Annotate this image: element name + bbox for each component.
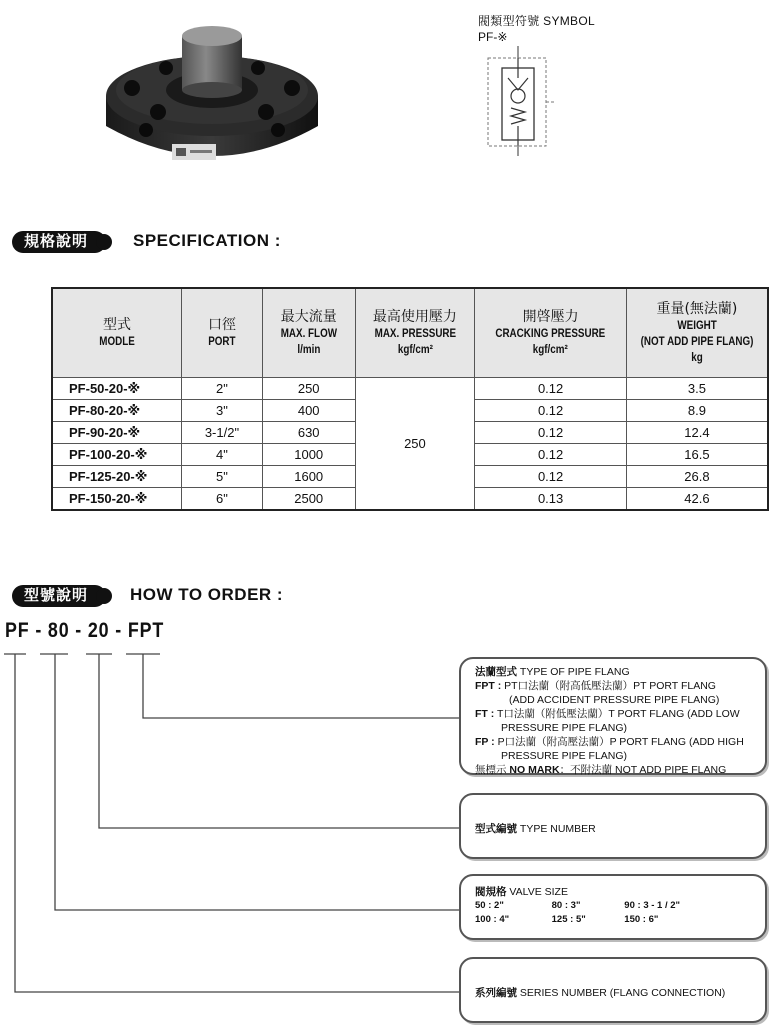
table-row: PF-100-20-※ 4" 1000 0.12 16.5 <box>52 444 768 466</box>
order-code-connectors <box>0 640 470 1000</box>
table-header-row <box>52 288 768 378</box>
header-max-flow: 最大流量 MAX. FLOW l/min <box>262 288 355 378</box>
max-pressure-cell: 250 <box>355 378 475 511</box>
pipe-flange-type-box: 法蘭型式 TYPE OF PIPE FLANG FPT : PT口法蘭（附高低壓法蘭）PT PORT FLANG (ADD ACCIDENT PRESSURE PIPE FLANG) FT : T口法蘭（附低壓法蘭）T PORT FLANG (ADD LOW PRESSURE PIPE FLANG) FP : P口法蘭（附高壓法蘭）P PORT FLANG (ADD HIGH PRESSURE PIPE FLANG) 無標示 NO MARK：不附法蘭 NOT ADD PIPE FLANG <box>459 657 767 775</box>
symbol-title: 閥類型符號 SYMBOL <box>478 14 595 28</box>
table-row: PF-80-20-※ 3" 400 0.12 8.9 <box>52 400 768 422</box>
series-number-box: 系列編號 SERIES NUMBER (FLANG CONNECTION) <box>459 957 767 1023</box>
header-max-pressure: 最高使用壓力 MAX. PRESSURE kgf/cm² <box>355 288 475 378</box>
specification-title: SPECIFICATION : <box>133 231 281 250</box>
how-to-order-title: HOW TO ORDER : <box>130 585 284 604</box>
product-photo <box>96 8 328 196</box>
type-number-box: 型式編號 TYPE NUMBER <box>459 793 767 859</box>
specification-badge: 規格說明 <box>12 231 106 253</box>
table-row: PF-50-20-※ 2" 250 250 0.12 3.5 <box>52 378 768 400</box>
check-valve-symbol-icon <box>470 46 570 156</box>
table-row: PF-90-20-※ 3-1/2" 630 0.12 12.4 <box>52 422 768 444</box>
table-row: PF-150-20-※ 6" 2500 0.13 42.6 <box>52 488 768 511</box>
header-weight: 重量(無法蘭) WEIGHT (NOT ADD PIPE FLANG) kg <box>626 288 768 378</box>
table-row: PF-125-20-※ 5" 1600 0.12 26.8 <box>52 466 768 488</box>
order-code: PF - 80 - 20 - FPT <box>5 619 165 642</box>
header-cracking-pressure: 開啓壓力 CRACKING PRESSURE kgf/cm² <box>475 288 627 378</box>
header-port: 口徑 PORT <box>182 288 263 378</box>
how-to-order-badge: 型號說明 <box>12 585 106 607</box>
symbol-code: PF-※ <box>478 30 508 44</box>
header-model: 型式 MODLE <box>52 288 182 378</box>
valve-size-box: 閥規格 VALVE SIZE 50 : 2" 80 : 3" 90 : 3 - 1 / 2" 100 : 4" 125 : 5" 150 : 6" <box>459 874 767 940</box>
specification-table <box>51 287 769 511</box>
